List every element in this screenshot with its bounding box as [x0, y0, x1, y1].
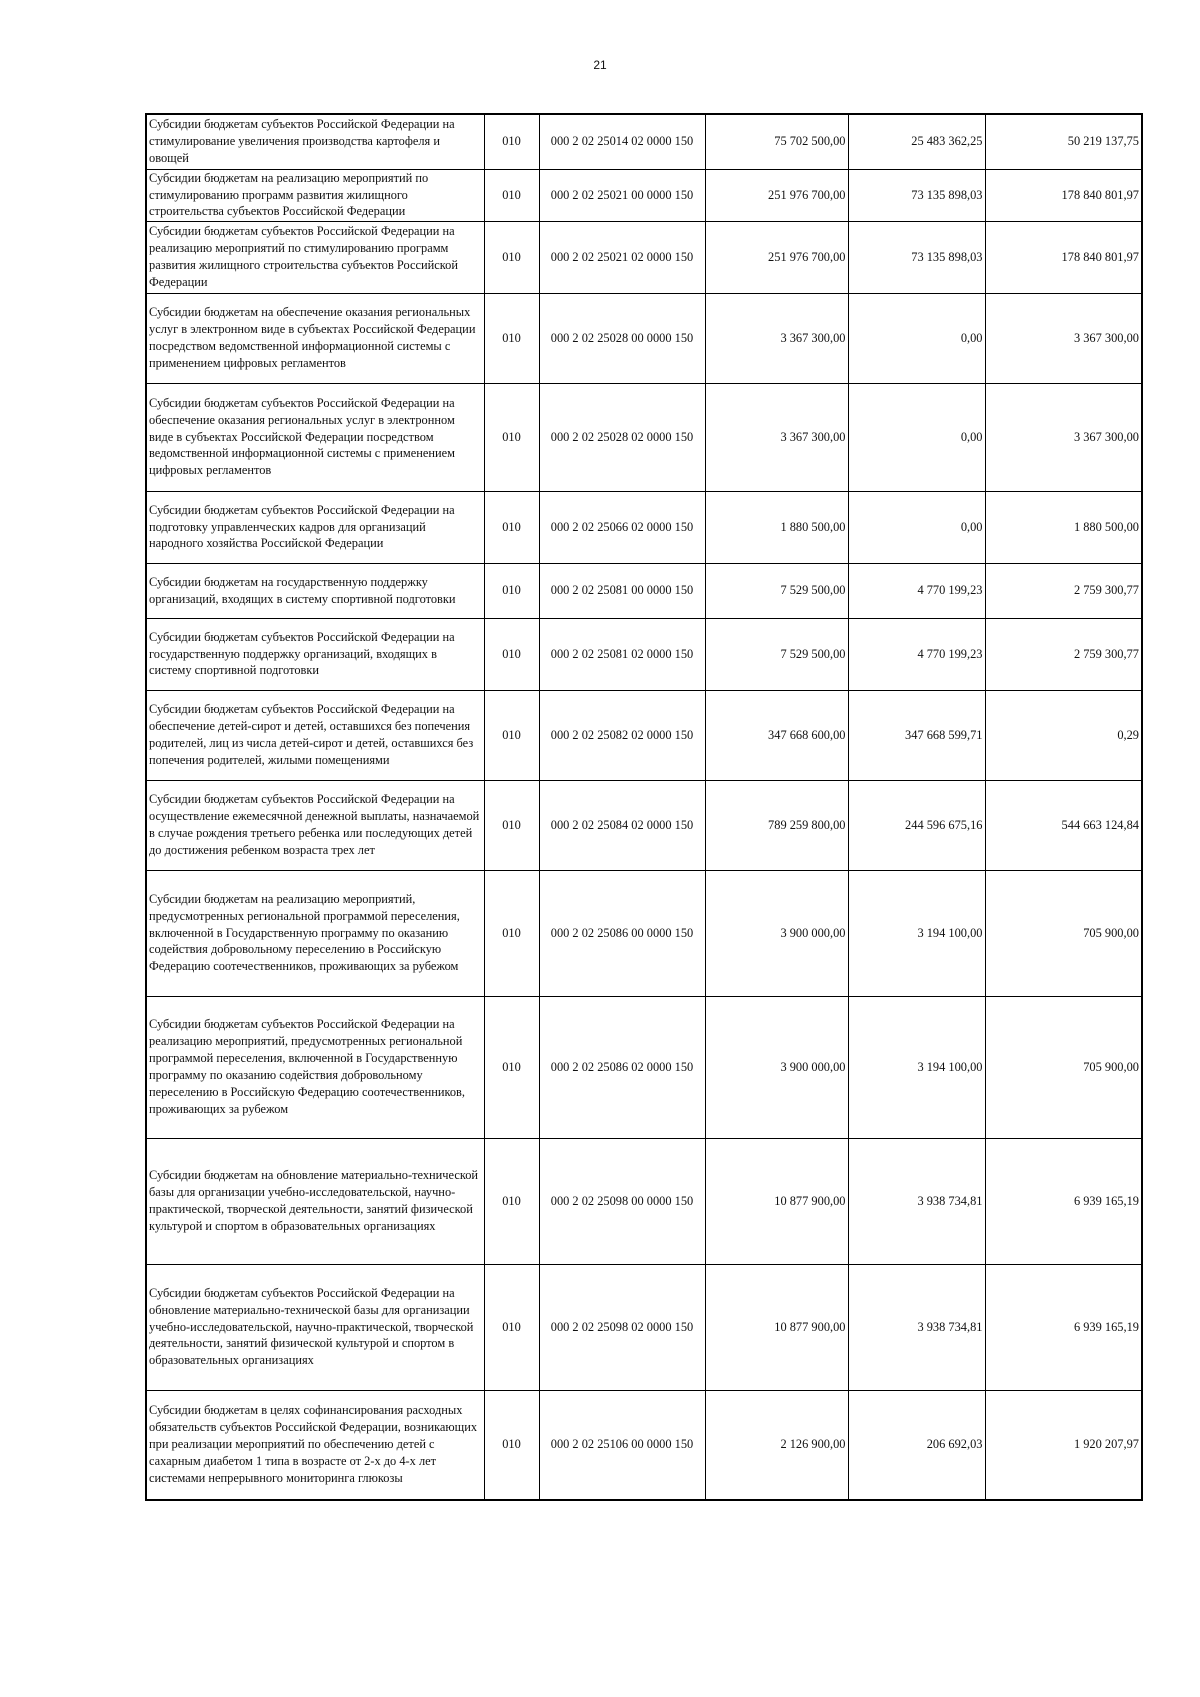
table-row [146, 383, 1142, 491]
table-row [146, 491, 1142, 563]
row-kbk-code-cell: 000 2 02 25086 02 0000 150 [539, 996, 705, 1138]
table-row [146, 996, 1142, 1138]
row-kbk-code-cell: 000 2 02 25014 02 0000 150 [539, 114, 705, 169]
row-unexecuted-amount-cell: 2 759 300,77 [985, 618, 1142, 690]
row-approved-amount-cell: 3 367 300,00 [705, 383, 848, 491]
row-unexecuted-amount-cell: 50 219 137,75 [985, 114, 1142, 169]
row-name-cell: Субсидии бюджетам субъектов Российской Федерации на подготовку управленческих кадров для организаций народного хозяйства Российской Федерации [146, 491, 484, 563]
row-line-code-cell: 010 [484, 996, 539, 1138]
row-unexecuted-amount-cell: 6 939 165,19 [985, 1138, 1142, 1264]
row-approved-amount-cell: 7 529 500,00 [705, 618, 848, 690]
row-approved-amount-cell: 3 367 300,00 [705, 293, 848, 383]
row-name-cell: Субсидии бюджетам субъектов Российской Федерации на реализацию мероприятий по стимулированию программ развития жилищного строительства субъектов Российской Федерации [146, 221, 484, 293]
row-unexecuted-amount-cell: 178 840 801,97 [985, 221, 1142, 293]
table-row [146, 870, 1142, 996]
row-executed-amount-cell: 73 135 898,03 [848, 221, 985, 293]
row-unexecuted-amount-cell: 6 939 165,19 [985, 1264, 1142, 1390]
row-unexecuted-amount-cell: 705 900,00 [985, 870, 1142, 996]
page-number: 21 [593, 58, 607, 72]
row-approved-amount-cell: 347 668 600,00 [705, 690, 848, 780]
row-executed-amount-cell: 3 938 734,81 [848, 1138, 985, 1264]
row-name-cell: Субсидии бюджетам субъектов Российской Федерации на обеспечение детей-сирот и детей, оставшихся без попечения родителей, лиц из числа детей-сирот и детей, оставшихся без попечения родителей, жилыми помещениями [146, 690, 484, 780]
table-row [146, 114, 1142, 169]
table-row [146, 1264, 1142, 1390]
row-executed-amount-cell: 0,00 [848, 491, 985, 563]
row-name-cell: Субсидии бюджетам субъектов Российской Федерации на стимулирование увеличения производства картофеля и овощей [146, 114, 484, 169]
row-name-cell: Субсидии бюджетам субъектов Российской Федерации на обеспечение оказания региональных услуг в электронном виде в субъектах Российской Федерации посредством ведомственной информационной системы с применением цифровых регламентов [146, 383, 484, 491]
row-line-code-cell: 010 [484, 169, 539, 221]
row-approved-amount-cell: 251 976 700,00 [705, 221, 848, 293]
table-body [146, 114, 1142, 1500]
row-kbk-code-cell: 000 2 02 25028 02 0000 150 [539, 383, 705, 491]
row-unexecuted-amount-cell: 2 759 300,77 [985, 563, 1142, 618]
row-kbk-code-cell: 000 2 02 25081 00 0000 150 [539, 563, 705, 618]
row-unexecuted-amount-cell: 1 920 207,97 [985, 1390, 1142, 1500]
table-row [146, 780, 1142, 870]
row-kbk-code-cell: 000 2 02 25021 02 0000 150 [539, 221, 705, 293]
table-row [146, 221, 1142, 293]
row-kbk-code-cell: 000 2 02 25098 00 0000 150 [539, 1138, 705, 1264]
row-unexecuted-amount-cell: 705 900,00 [985, 996, 1142, 1138]
row-line-code-cell: 010 [484, 563, 539, 618]
row-line-code-cell: 010 [484, 1390, 539, 1500]
row-line-code-cell: 010 [484, 383, 539, 491]
row-unexecuted-amount-cell: 1 880 500,00 [985, 491, 1142, 563]
row-kbk-code-cell: 000 2 02 25081 02 0000 150 [539, 618, 705, 690]
row-line-code-cell: 010 [484, 293, 539, 383]
row-name-cell: Субсидии бюджетам на обновление материально-технической базы для организации учебно-исследовательской, научно-практической, творческой деятельности, занятий физической культурой и спортом в образовательных организациях [146, 1138, 484, 1264]
row-approved-amount-cell: 1 880 500,00 [705, 491, 848, 563]
row-unexecuted-amount-cell: 0,29 [985, 690, 1142, 780]
row-name-cell: Субсидии бюджетам субъектов Российской Федерации на осуществление ежемесячной денежной выплаты, назначаемой в случае рождения третьего ребенка или последующих детей до достижения ребенком возраста трех лет [146, 780, 484, 870]
row-unexecuted-amount-cell: 3 367 300,00 [985, 383, 1142, 491]
row-kbk-code-cell: 000 2 02 25028 00 0000 150 [539, 293, 705, 383]
row-line-code-cell: 010 [484, 780, 539, 870]
row-executed-amount-cell: 347 668 599,71 [848, 690, 985, 780]
row-name-cell: Субсидии бюджетам субъектов Российской Федерации на обновление материально-технической базы для организации учебно-исследовательской, научно-практической, творческой деятельности, занятий физической культурой и спортом в образовательных организациях [146, 1264, 484, 1390]
row-name-cell: Субсидии бюджетам на государственную поддержку организаций, входящих в систему спортивной подготовки [146, 563, 484, 618]
table-row [146, 690, 1142, 780]
row-unexecuted-amount-cell: 544 663 124,84 [985, 780, 1142, 870]
table-row [146, 618, 1142, 690]
row-kbk-code-cell: 000 2 02 25098 02 0000 150 [539, 1264, 705, 1390]
row-approved-amount-cell: 7 529 500,00 [705, 563, 848, 618]
row-line-code-cell: 010 [484, 491, 539, 563]
table-row [146, 293, 1142, 383]
row-executed-amount-cell: 0,00 [848, 293, 985, 383]
row-name-cell: Субсидии бюджетам на обеспечение оказания региональных услуг в электронном виде в субъектах Российской Федерации посредством ведомственной информационной системы с применением цифровых регламентов [146, 293, 484, 383]
row-executed-amount-cell: 4 770 199,23 [848, 563, 985, 618]
row-name-cell: Субсидии бюджетам субъектов Российской Федерации на государственную поддержку организаций, входящих в систему спортивной подготовки [146, 618, 484, 690]
row-kbk-code-cell: 000 2 02 25086 00 0000 150 [539, 870, 705, 996]
row-name-cell: Субсидии бюджетам субъектов Российской Федерации на реализацию мероприятий, предусмотренных региональной программой переселения, включенной в Государственную программу по оказанию содействия добровольному переселению в Российскую Федерацию соотечественников, проживающих за рубежом [146, 996, 484, 1138]
row-kbk-code-cell: 000 2 02 25082 02 0000 150 [539, 690, 705, 780]
row-line-code-cell: 010 [484, 221, 539, 293]
row-kbk-code-cell: 000 2 02 25066 02 0000 150 [539, 491, 705, 563]
table-row [146, 169, 1142, 221]
row-line-code-cell: 010 [484, 1138, 539, 1264]
row-kbk-code-cell: 000 2 02 25021 00 0000 150 [539, 169, 705, 221]
row-line-code-cell: 010 [484, 114, 539, 169]
row-name-cell: Субсидии бюджетам в целях софинансирования расходных обязательств субъектов Российской Федерации, возникающих при реализации мероприятий по обеспечению детей с сахарным диабетом 1 типа в возрасте от 2-х до 4-х лет системами непрерывного мониторинга глюкозы [146, 1390, 484, 1500]
row-executed-amount-cell: 206 692,03 [848, 1390, 985, 1500]
row-line-code-cell: 010 [484, 690, 539, 780]
row-executed-amount-cell: 4 770 199,23 [848, 618, 985, 690]
row-kbk-code-cell: 000 2 02 25084 02 0000 150 [539, 780, 705, 870]
row-approved-amount-cell: 10 877 900,00 [705, 1138, 848, 1264]
row-executed-amount-cell: 73 135 898,03 [848, 169, 985, 221]
table-row [146, 563, 1142, 618]
row-executed-amount-cell: 3 938 734,81 [848, 1264, 985, 1390]
row-line-code-cell: 010 [484, 1264, 539, 1390]
row-approved-amount-cell: 3 900 000,00 [705, 996, 848, 1138]
row-approved-amount-cell: 251 976 700,00 [705, 169, 848, 221]
row-name-cell: Субсидии бюджетам на реализацию мероприятий, предусмотренных региональной программой переселения, включенной в Государственную программу по оказанию содействия добровольному переселению в Российскую Федерацию соотечественников, проживающих за рубежом [146, 870, 484, 996]
budget-table [145, 113, 1143, 1501]
row-approved-amount-cell: 10 877 900,00 [705, 1264, 848, 1390]
row-approved-amount-cell: 75 702 500,00 [705, 114, 848, 169]
row-executed-amount-cell: 3 194 100,00 [848, 870, 985, 996]
row-approved-amount-cell: 789 259 800,00 [705, 780, 848, 870]
row-unexecuted-amount-cell: 178 840 801,97 [985, 169, 1142, 221]
row-executed-amount-cell: 3 194 100,00 [848, 996, 985, 1138]
row-executed-amount-cell: 244 596 675,16 [848, 780, 985, 870]
row-line-code-cell: 010 [484, 618, 539, 690]
row-approved-amount-cell: 2 126 900,00 [705, 1390, 848, 1500]
row-name-cell: Субсидии бюджетам на реализацию мероприятий по стимулированию программ развития жилищного строительства субъектов Российской Федерации [146, 169, 484, 221]
row-approved-amount-cell: 3 900 000,00 [705, 870, 848, 996]
row-unexecuted-amount-cell: 3 367 300,00 [985, 293, 1142, 383]
row-line-code-cell: 010 [484, 870, 539, 996]
table-row [146, 1390, 1142, 1500]
row-executed-amount-cell: 25 483 362,25 [848, 114, 985, 169]
table-row [146, 1138, 1142, 1264]
row-executed-amount-cell: 0,00 [848, 383, 985, 491]
row-kbk-code-cell: 000 2 02 25106 00 0000 150 [539, 1390, 705, 1500]
